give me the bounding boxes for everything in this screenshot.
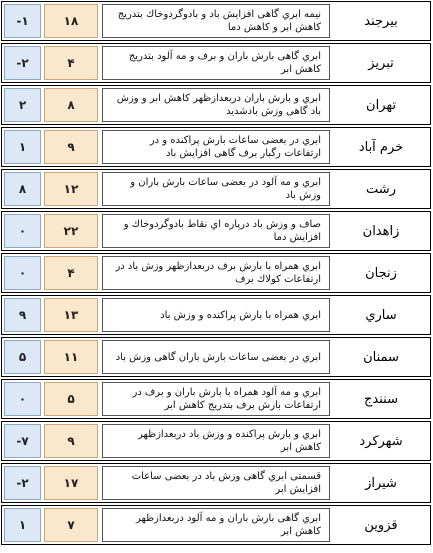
table-row [1,463,431,503]
max-temp-cell-text: ۱۷ [63,476,79,490]
max-temp-cell [44,214,98,248]
min-temp-cell [4,130,41,164]
min-temp-cell-text: ۸ [18,182,27,196]
city-name [334,46,428,80]
city-name-text: تهران [366,97,396,113]
table-row [1,253,431,293]
table-row [1,337,431,377]
min-temp-cell [4,340,41,374]
min-temp-cell [4,424,41,458]
forecast-description [102,4,330,38]
min-temp-cell [4,466,41,500]
max-temp-cell [44,298,98,332]
max-temp-cell-text: ۱۳ [63,308,79,322]
city-name [334,130,428,164]
city-name [334,508,428,542]
forecast-description-text: ابري گاهی بارش باران و برف و مه آلود بتدریج کاهش ابر [128,51,321,75]
city-name-text: رشت [366,181,396,197]
forecast-description-text: ابري در بعضی ساعات بارش باران گاهی وزش باد [115,351,321,363]
max-temp-cell [44,88,98,122]
min-temp-cell-text: ۵ [18,350,27,364]
min-temp-cell [4,382,41,416]
forecast-description [102,214,330,248]
max-temp-cell [44,424,98,458]
min-temp-cell-text: -۱ [16,14,29,28]
forecast-description-text: نیمه ابري گاهی افزایش باد و بادوگردوخاك بتدریج کاهش ابر و کاهش دما [117,9,321,33]
max-temp-cell-text: ۷ [67,518,75,532]
min-temp-cell-text: ۱ [18,518,27,532]
forecast-description-text: ابري در بعضی ساعات بارش پراکنده و در ارتفاعات رگبار برف گاهی افزایش باد [149,135,321,159]
max-temp-cell [44,508,98,542]
forecast-description [102,46,330,80]
max-temp-cell [44,172,98,206]
table-row [1,505,431,545]
max-temp-cell-text: ۲۲ [63,224,79,238]
city-name [334,214,428,248]
forecast-description-text: ابري و بارش پراکنده و وزش باد دربعدازظهر کاهش ابر [137,429,321,453]
city-name-text: بیرجند [364,13,398,29]
forecast-description [102,88,330,122]
table-row [1,211,431,251]
max-temp-cell [44,46,98,80]
min-temp-cell-text: ۰ [18,392,27,406]
forecast-description [102,382,330,416]
forecast-description-text: ابري همراه با بارش پراکنده و وزش باد [160,309,321,321]
max-temp-cell-text: ۱۸ [63,14,79,28]
table-row [1,127,431,167]
forecast-description [102,298,330,332]
max-temp-cell-text: ۱۲ [63,182,79,196]
min-temp-cell [4,88,41,122]
max-temp-cell-text: ۱۱ [63,350,79,364]
city-name [334,382,428,416]
max-temp-cell-text: ۹ [67,140,75,154]
forecast-description-text: ابري و بارش باران دربعدازظهر کاهش ابر و وزش باد گاهی وزش بادشدید [116,93,321,117]
city-name [334,340,428,374]
city-name [334,256,428,290]
city-name-text: شهرکرد [359,433,403,449]
min-temp-cell-text: ۰ [18,224,27,238]
city-name-text: خرم آباد [358,139,404,155]
forecast-description-text: ابري گاهی بارش باران و مه آلود دربعدازظهر کاهش ابر [135,513,321,537]
forecast-description [102,424,330,458]
forecast-description-text: ابري همراه با بارش برف دربعدازظهر وزش باد در ارتفاعات کولاك برف [115,261,321,285]
max-temp-cell-text: ۴ [67,56,75,70]
forecast-description-text: صاف و وزش باد درپاره اي نقاط بادوگردوخاك و افزایش دما [123,219,321,243]
min-temp-cell [4,298,41,332]
min-temp-cell [4,172,41,206]
min-temp-cell-text: -۲ [16,476,29,490]
min-temp-cell [4,508,41,542]
max-temp-cell [44,382,98,416]
forecast-description [102,340,330,374]
table-row [1,295,431,335]
city-name-text: سنندج [364,391,398,407]
table-row [1,421,431,461]
max-temp-cell-text: ۴ [67,266,75,280]
city-name-text: تبریز [368,55,394,71]
city-name-text: ساري [365,307,397,323]
forecast-description [102,130,330,164]
min-temp-cell [4,256,41,290]
city-name [334,424,428,458]
max-temp-cell [44,340,98,374]
min-temp-cell-text: ۲ [18,98,27,112]
city-name [334,4,428,38]
table-row [1,43,431,83]
min-temp-cell-text: ۰ [18,266,27,280]
city-name [334,88,428,122]
min-temp-cell-text: -۷ [16,434,29,448]
max-temp-cell-text: ۵ [67,392,75,406]
min-temp-cell-text: -۲ [16,56,29,70]
min-temp-cell-text: ۱ [18,140,27,154]
city-name-text: زاهدان [362,223,400,239]
min-temp-cell [4,214,41,248]
max-temp-cell [44,466,98,500]
max-temp-cell [44,256,98,290]
city-name-text: شیراز [365,475,397,491]
table-row [1,379,431,419]
city-name-text: قزوین [364,517,398,533]
max-temp-cell-text: ۹ [67,434,75,448]
city-name [334,466,428,500]
max-temp-cell [44,130,98,164]
city-name [334,172,428,206]
forecast-description [102,256,330,290]
max-temp-cell [44,4,98,38]
forecast-description-text: ابري و مه آلود در بعضی ساعات بارش باران و وزش باد [130,177,321,201]
forecast-description [102,466,330,500]
forecast-description-text: قسمتی ابري گاهی وزش باد در بعضی ساعات افزایش ابر [131,471,321,495]
max-temp-cell-text: ۸ [67,98,75,112]
forecast-description-text: ابري و مه آلود همراه با بارش باران و برف در ارتفاعات بارش برف بتدریج کاهش ابر [132,387,321,411]
table-row [1,1,431,41]
min-temp-cell-text: ۹ [18,308,27,322]
table-row [1,85,431,125]
forecast-description [102,172,330,206]
city-name-text: زنجان [365,265,397,281]
min-temp-cell [4,46,41,80]
min-temp-cell [4,4,41,38]
table-row [1,169,431,209]
forecast-description [102,508,330,542]
city-name [334,298,428,332]
weather-forecast-table [1,1,431,547]
city-name-text: سمنان [363,349,399,365]
